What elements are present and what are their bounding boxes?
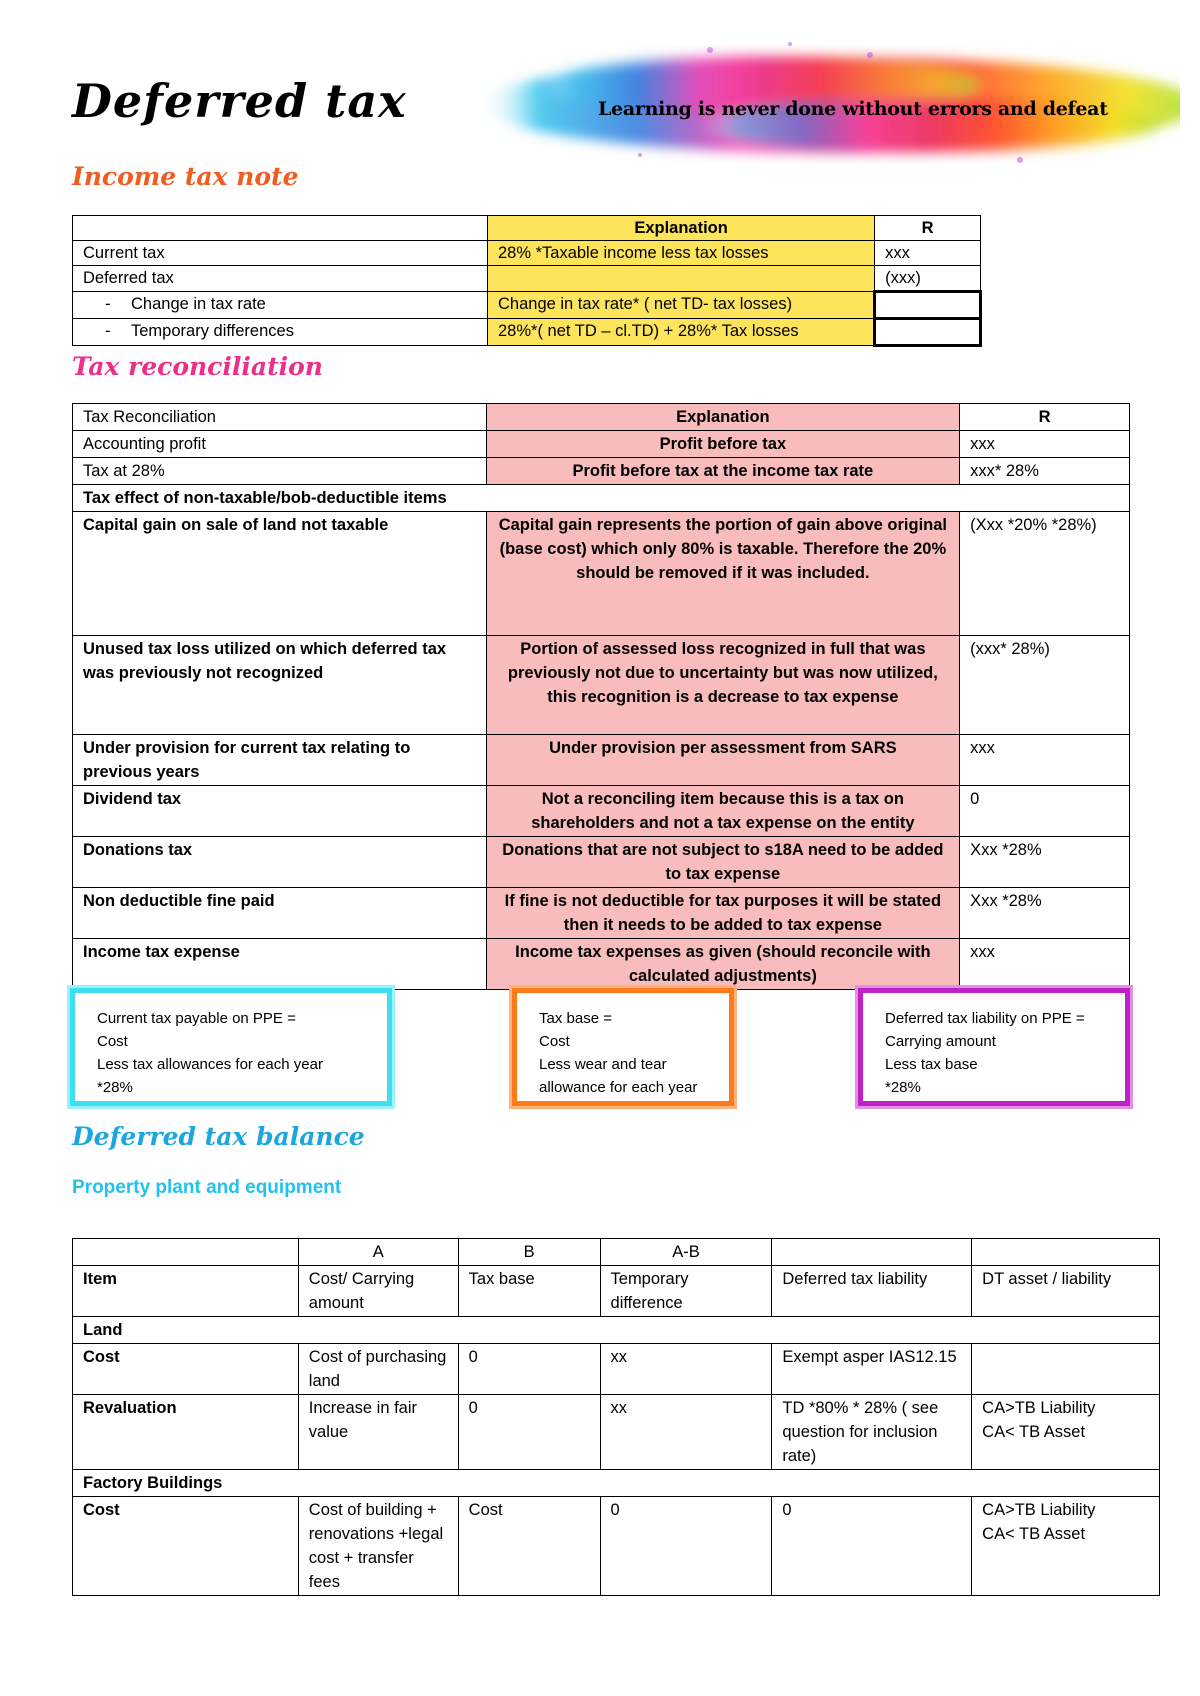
table-cell: (Xxx *20% *28%) — [960, 512, 1130, 636]
table-cell — [875, 319, 981, 346]
table-cell — [972, 1344, 1160, 1395]
table-cell: Donations tax — [73, 837, 487, 888]
group-row — [73, 1470, 1160, 1497]
table-row — [73, 888, 1130, 939]
table-cell: Accounting profit — [73, 431, 487, 458]
table-cell: Xxx *28% — [960, 888, 1130, 939]
callout-line: Cost — [97, 1033, 128, 1050]
table-cell: Deferred tax — [73, 266, 488, 292]
deferred-tax-liability-callout — [858, 988, 1130, 1106]
table-cell: Profit before tax — [486, 431, 960, 458]
table-cell: 0 — [600, 1497, 772, 1596]
tax-reconciliation-heading: Tax reconciliation — [72, 352, 323, 381]
table-cell: Under provision for current tax relating to previous years — [73, 735, 487, 786]
table-cell: Increase in fair value — [298, 1395, 458, 1470]
table-cell: xxx — [960, 735, 1130, 786]
table-cell: A-B — [600, 1239, 772, 1266]
table-header: Explanation — [486, 404, 960, 431]
table-cell: Capital gain represents the portion of gain above original (base cost) which only 80% is taxable. Therefore the 20% should be removed if it was included. — [486, 512, 960, 636]
page-title: Deferred tax — [72, 74, 407, 128]
table-cell: 28%*( net TD – cl.TD) + 28%* Tax losses — [488, 319, 875, 346]
cell-text: Change in tax rate — [131, 295, 266, 313]
motto-text: Learning is never done without errors and defeat — [598, 98, 1108, 120]
table-row — [73, 431, 1130, 458]
table-cell: 0 — [772, 1497, 972, 1596]
callout-line: Less wear and tear — [539, 1056, 667, 1073]
table-cell — [972, 1497, 1160, 1596]
cell-line: CA< TB Asset — [982, 1423, 1086, 1441]
table-row — [73, 786, 1130, 837]
table-cell — [488, 266, 875, 292]
group-label: Land — [73, 1317, 1160, 1344]
table-header: Tax Reconciliation — [73, 404, 487, 431]
callout-line: Less tax allowances for each year — [97, 1056, 323, 1073]
income-tax-note-table — [72, 215, 982, 347]
table-cell — [972, 1395, 1160, 1470]
table-cell: Xxx *28% — [960, 837, 1130, 888]
table-cell: (xxx) — [875, 266, 981, 292]
cell-line: CA< TB Asset — [982, 1525, 1086, 1543]
income-tax-note-heading: Income tax note — [72, 162, 299, 191]
table-cell: Non deductible fine paid — [73, 888, 487, 939]
table-cell: xxx — [960, 939, 1130, 990]
table-row — [73, 319, 981, 346]
table-row — [73, 1395, 1160, 1470]
callout-line: Carrying amount — [885, 1033, 996, 1050]
table-row — [73, 241, 981, 266]
table-cell — [73, 319, 488, 346]
table-header: Temporary difference — [600, 1266, 772, 1317]
table-row — [73, 1344, 1160, 1395]
table-cell: Dividend tax — [73, 786, 487, 837]
table-cell: B — [458, 1239, 600, 1266]
table-header-row — [73, 216, 981, 241]
table-cell: Tax effect of non-taxable/bob-deductible items — [73, 485, 1130, 512]
table-header: Explanation — [488, 216, 875, 241]
table-cell: Change in tax rate* ( net TD- tax losses) — [488, 292, 875, 319]
bullet: - — [105, 295, 111, 313]
group-row — [73, 1317, 1160, 1344]
callout-line: Less tax base — [885, 1056, 978, 1073]
table-row — [73, 939, 1130, 990]
table-row — [73, 735, 1130, 786]
callout-line: *28% — [885, 1079, 921, 1096]
table-cell: (xxx* 28%) — [960, 636, 1130, 735]
table-cell: Cost of building + renovations +legal cost + transfer fees — [298, 1497, 458, 1596]
tax-base-callout — [512, 988, 734, 1106]
table-cell: TD *80% * 28% ( see question for inclusion rate) — [772, 1395, 972, 1470]
table-cell: Revaluation — [73, 1395, 299, 1470]
table-cell: Unused tax loss utilized on which deferred tax was previously not recognized — [73, 636, 487, 735]
table-header: R — [875, 216, 981, 241]
table-cell: Income tax expense — [73, 939, 487, 990]
cell-line: CA>TB Liability — [982, 1501, 1096, 1519]
table-header: DT asset / liability — [972, 1266, 1160, 1317]
table-cell: If fine is not deductible for tax purposes it will be stated then it needs to be added to tax expense — [486, 888, 960, 939]
cell-text: Temporary differences — [131, 322, 294, 340]
cell-line: CA>TB Liability — [982, 1399, 1096, 1417]
table-cell: 0 — [458, 1395, 600, 1470]
table-cell: Capital gain on sale of land not taxable — [73, 512, 487, 636]
table-cell: xx — [600, 1344, 772, 1395]
callout-line: Tax base = — [539, 1010, 612, 1027]
table-row — [73, 485, 1130, 512]
callout-line: Deferred tax liability on PPE = — [885, 1010, 1085, 1027]
table-row — [73, 636, 1130, 735]
table-cell — [772, 1239, 972, 1266]
callout-line: Current tax payable on PPE = — [97, 1010, 296, 1027]
callout-line: *28% — [97, 1079, 133, 1096]
table-header-row — [73, 404, 1130, 431]
table-cell: Cost of purchasing land — [298, 1344, 458, 1395]
group-label: Factory Buildings — [73, 1470, 1160, 1497]
table-cell: Profit before tax at the income tax rate — [486, 458, 960, 485]
table-header: R — [960, 404, 1130, 431]
ppe-subheading: Property plant and equipment — [72, 1177, 342, 1198]
table-header: Deferred tax liability — [772, 1266, 972, 1317]
table-cell: A — [298, 1239, 458, 1266]
table-cell: Donations that are not subject to s18A need to be added to tax expense — [486, 837, 960, 888]
table-row — [73, 292, 981, 319]
table-row — [73, 266, 981, 292]
table-cell: Portion of assessed loss recognized in full that was previously not due to uncertainty but was now utilized, this recognition is a decrease to tax expense — [486, 636, 960, 735]
table-cell: Exempt asper IAS12.15 — [772, 1344, 972, 1395]
table-cell: 28% *Taxable income less tax losses — [488, 241, 875, 266]
table-row — [73, 837, 1130, 888]
table-cell: xxx* 28% — [960, 458, 1130, 485]
ppe-deferred-tax-table — [72, 1238, 1160, 1596]
callout-line: Cost — [539, 1033, 570, 1050]
tax-reconciliation-table — [72, 403, 1130, 990]
table-cell: Cost — [73, 1497, 299, 1596]
table-cell — [73, 216, 488, 241]
table-cell: Under provision per assessment from SARS — [486, 735, 960, 786]
table-cell: 0 — [458, 1344, 600, 1395]
current-tax-callout — [70, 988, 392, 1106]
table-cell — [972, 1239, 1160, 1266]
table-cell: Current tax — [73, 241, 488, 266]
column-letter-row — [73, 1239, 1160, 1266]
table-cell — [875, 292, 981, 319]
table-header: Cost/ Carrying amount — [298, 1266, 458, 1317]
table-header: Tax base — [458, 1266, 600, 1317]
table-row — [73, 512, 1130, 636]
table-cell: Tax at 28% — [73, 458, 487, 485]
table-cell: Income tax expenses as given (should reconcile with calculated adjustments) — [486, 939, 960, 990]
table-cell: xx — [600, 1395, 772, 1470]
table-cell: Cost — [458, 1497, 600, 1596]
table-cell: xxx — [875, 241, 981, 266]
table-row — [73, 1497, 1160, 1596]
table-header: Item — [73, 1266, 299, 1317]
table-cell — [73, 1239, 299, 1266]
table-cell: 0 — [960, 786, 1130, 837]
callout-line: allowance for each year — [539, 1079, 698, 1096]
table-header-row — [73, 1266, 1160, 1317]
table-cell: Not a reconciling item because this is a tax on shareholders and not a tax expense on the entity — [486, 786, 960, 837]
deferred-tax-balance-heading: Deferred tax balance — [72, 1122, 365, 1151]
table-cell — [73, 292, 488, 319]
bullet: - — [105, 322, 111, 340]
table-cell: xxx — [960, 431, 1130, 458]
table-cell: Cost — [73, 1344, 299, 1395]
table-row — [73, 458, 1130, 485]
